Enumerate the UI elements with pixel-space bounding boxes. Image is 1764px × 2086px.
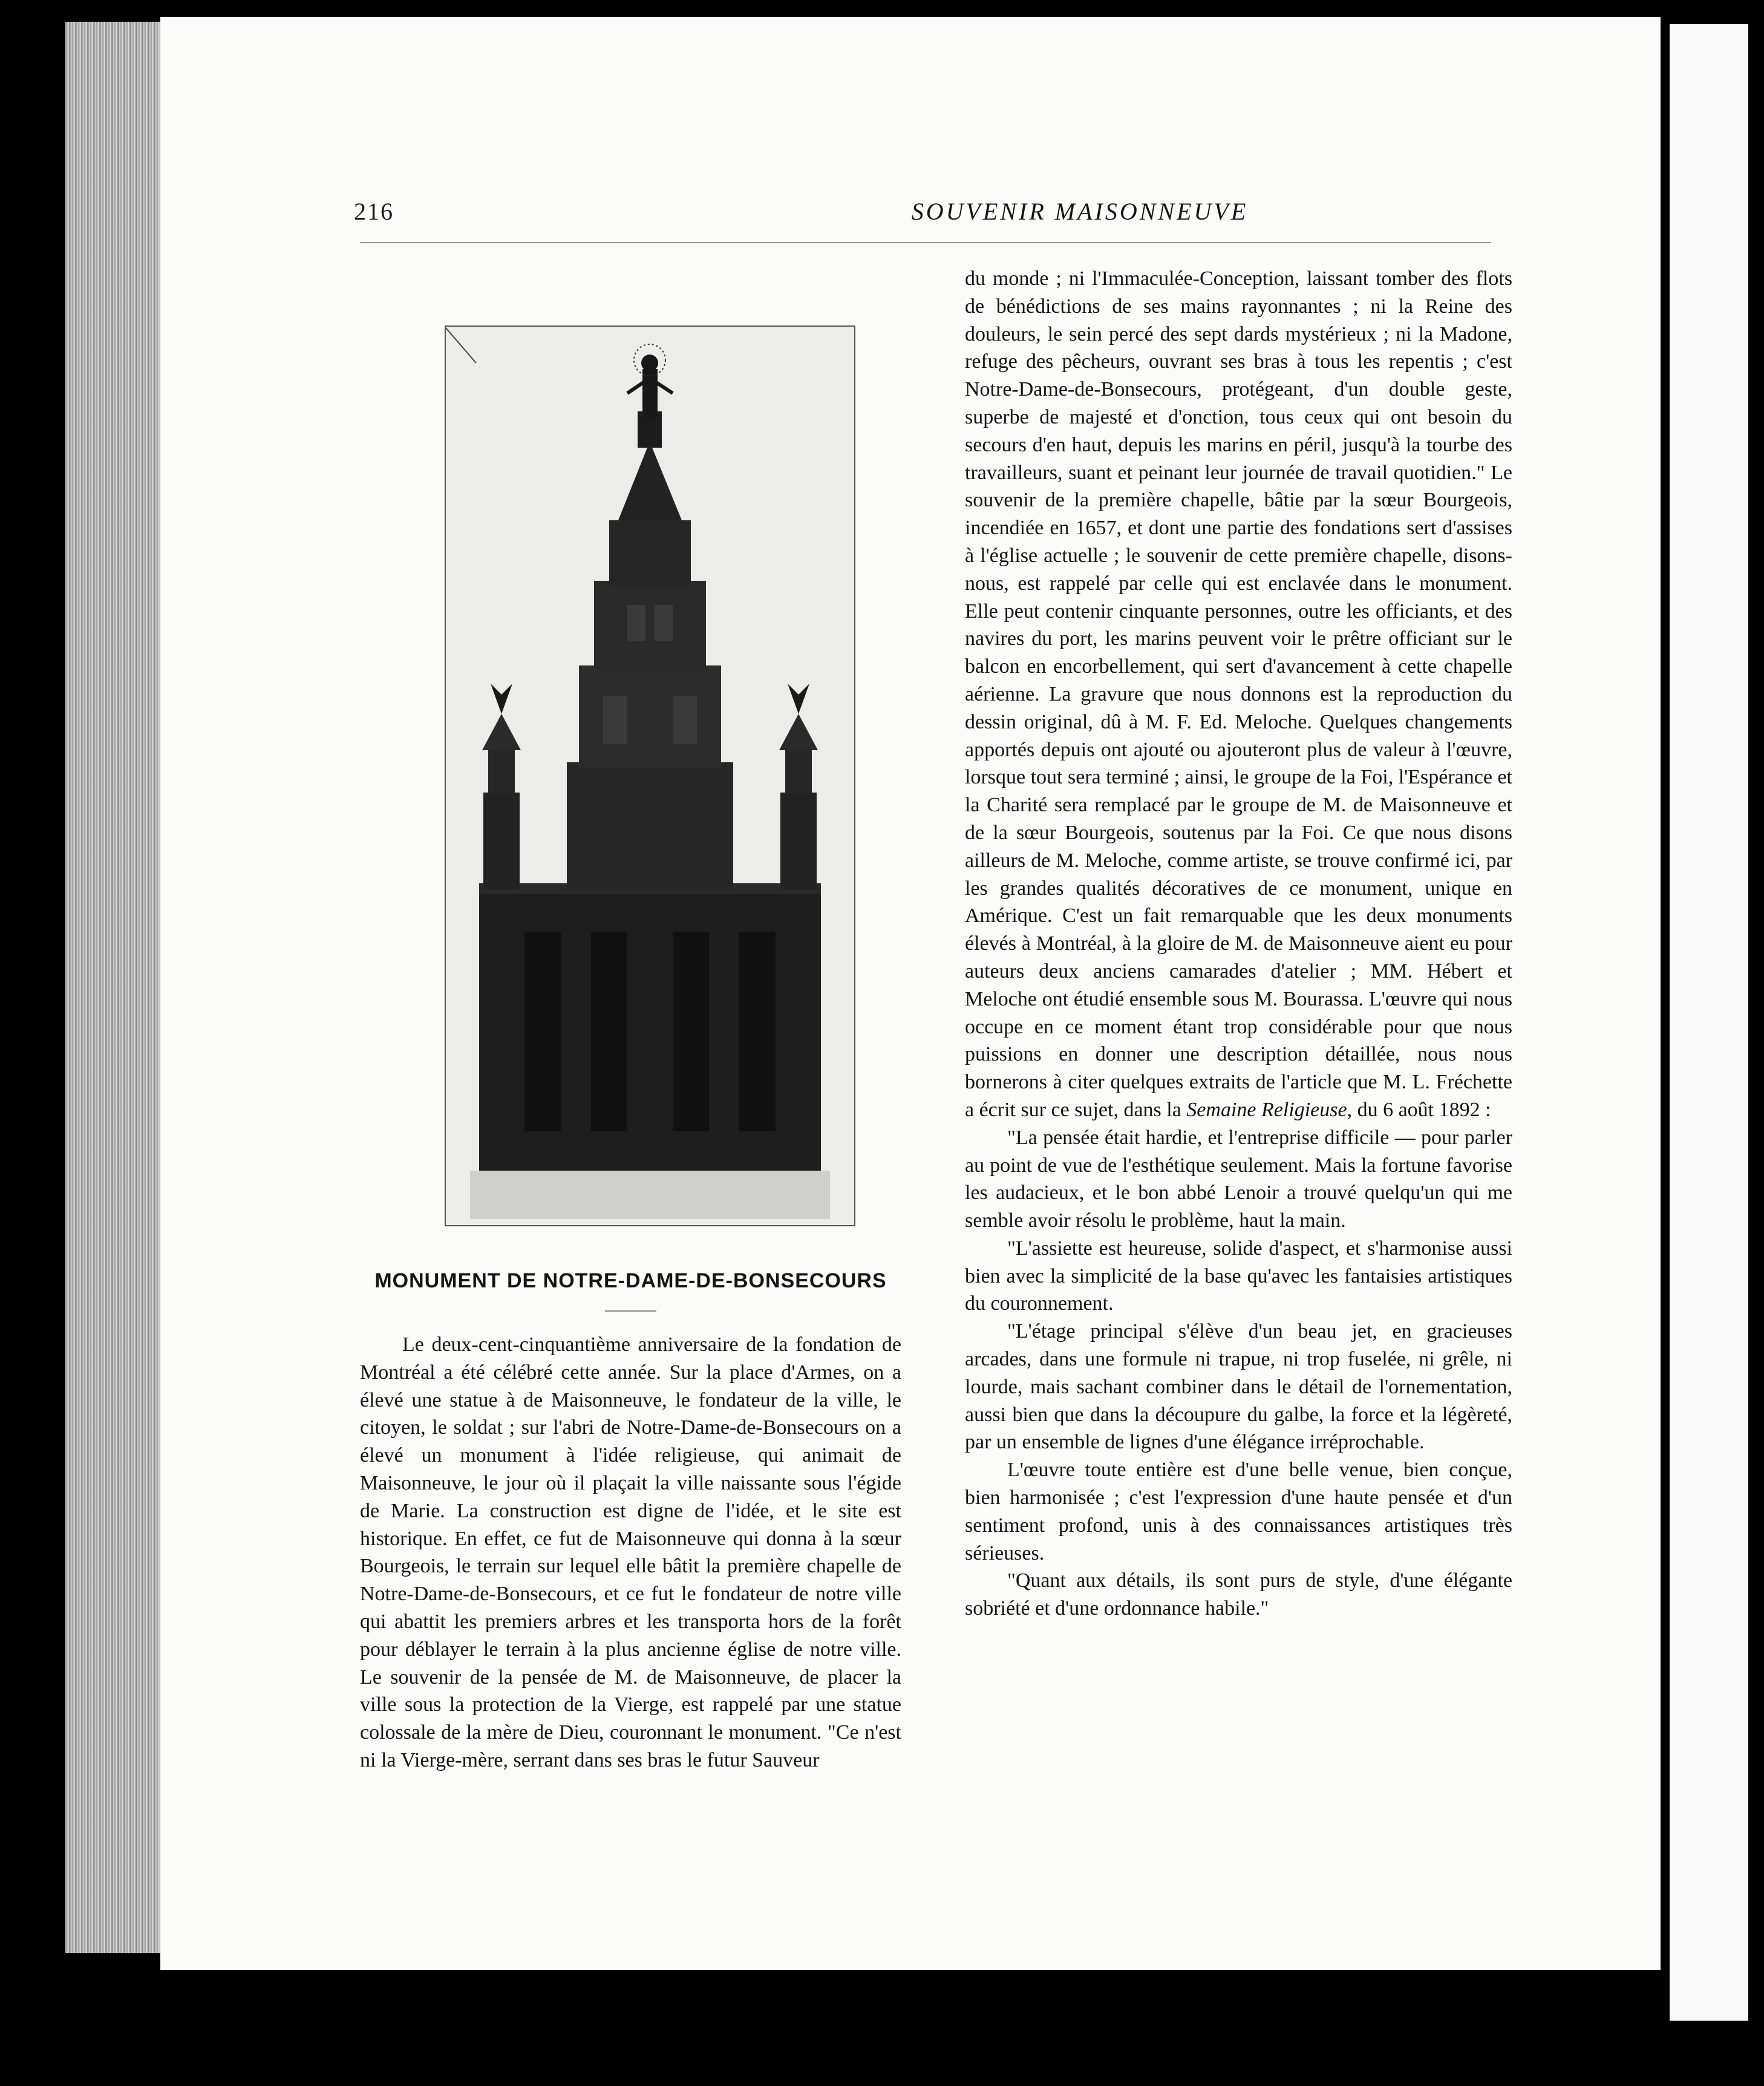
quote-paragraph: "La pensée était hardie, et l'entreprise difficile — pour parler au point de vue de l'esthétique seulement. Mais la fortune favorise les audacieux, et le bon abbé Lenoir a trouvé quelqu'un qui me semble avoir résolu le problème, haut la main. bbox=[965, 1126, 1512, 1232]
right-column bbox=[965, 265, 1512, 1623]
book-page-edges bbox=[65, 22, 172, 1953]
facing-page-edge bbox=[1670, 24, 1748, 2021]
title-rule bbox=[605, 1310, 656, 1312]
lead-tail: , du 6 août 1892 : bbox=[1347, 1098, 1491, 1121]
article-title: MONUMENT DE NOTRE-DAME-DE-BONSECOURS bbox=[374, 1269, 887, 1292]
paragraph: Le deux-cent-cinquantième anniversaire de la fondation de Montréal a été célébré cette année. Sur la place d'Armes, on a élevé une statue à de Maisonneuve, le fondateur de la ville, le citoyen, le soldat ; sur l'abri de Notre-Dame-de-Bonsecours on a élevé un monument à l'idée religieuse, qui animait de Maisonneuve, le jour où il plaçait la ville naissante sous l'égide de Marie. La construction est digne de l'idée, et le site est historique. En effet, ce fut de Maisonneuve qui donna à la sœur Bourgeois, le terrain sur lequel elle bâtit la première chapelle de Notre-Dame-de-Bonsecours, et ce fut le fondateur de notre ville qui abattit les premiers arbres et les transporta hors de la forêt pour déblayer le terrain à la plus ancienne église de notre ville. Le souvenir de la pensée de M. de Maisonneuve, de placer la ville sous la protection de la Vierge, est rappelé par une statue colossale de la mère de Dieu, couronnant le monument. "Ce n'est ni la Vierge-mère, serrant dans ses bras le futur Sauveur bbox=[360, 1333, 901, 1771]
monument-engraving bbox=[446, 327, 854, 1225]
quote-paragraph: "L'étage principal s'élève d'un beau jet, en gracieuses arcades, dans une formule ni trapue, ni trop fuselée, ni grêle, ni lourde, mais sachant combiner dans le détail de l'ornementation, aussi bien que dans la découpure du galbe, la force et la légèreté, par un ensemble de lignes d'une élégance irréprochable. bbox=[965, 1320, 1512, 1454]
quote-paragraph: "L'assiette est heureuse, solide d'aspect, et s'harmonise aussi bien avec la simplicité de la base qu'avec les fantaisies artistiques du couronnement. bbox=[965, 1237, 1512, 1315]
monument-illustration bbox=[445, 325, 855, 1226]
paragraph bbox=[965, 265, 1512, 1124]
publication-title: Semaine Religieuse bbox=[1186, 1098, 1347, 1121]
running-header bbox=[160, 197, 1661, 234]
quote-paragraph: L'œuvre toute entière est d'une belle venue, bien conçue, bien harmonisée ; c'est l'expression d'une haute pensée et d'un sentiment profond, unis à des connaissances artistiques très sérieuses. bbox=[965, 1459, 1512, 1565]
left-column bbox=[360, 1331, 901, 1774]
page-number: 216 bbox=[354, 198, 394, 225]
book-page bbox=[160, 17, 1661, 1970]
running-title: SOUVENIR MAISONNEUVE bbox=[911, 198, 1249, 225]
header-rule bbox=[360, 242, 1491, 243]
lead-text: du monde ; ni l'Immaculée-Conception, laissant tomber des flots de bénédictions de ses mains rayonnantes ; ni la Reine des douleurs, le sein percé des sept dards mystérieux ; ni la Madone, refuge des pêcheurs, ouvrant ses bras à tous les repentis ; c'est Notre-Dame-de-Bonsecours, protégeant, d'un double geste, superbe de majesté et d'onction, tous ceux qui ont besoin du secours d'en haut, depuis les marins en péril, jusqu'à la tourbe des travailleurs, suant et peinant leur journée de travail quotidien." Le souvenir de la première chapelle, bâtie par la sœur Bourgeois, incendiée en 1657, et dont une partie des fondations sert d'assises à l'église actuelle ; le souvenir de cette première chapelle, disons-nous, est rappelé par celle qui est enclavée dans le monument. Elle peut contenir cinquante personnes, outre les officiants, et des navires du port, les marins peuvent voir le prêtre officiant sur le balcon en encorbellement, qui sert d'avancement à cette chapelle aérienne. La gravure que nous donnons est la reproduction du dessin original, dû à M. F. Ed. Meloche. Quelques changements apportés depuis ont ajouté ou ajouteront plus de valeur à l'œuvre, lorsque tout sera terminé ; ainsi, le groupe de la Foi, l'Espérance et la Charité sera remplacé par le groupe de M. de Maisonneuve et de la sœur Bourgeois, soutenus par la Foi. Ce que nous disons ailleurs de M. Meloche, comme artiste, se trouve confirmé ici, par les grandes qualités décoratives de ce monument, unique en Amérique. C'est un fait remarquable que les deux monuments élevés à Montréal, à la gloire de M. de Maisonneuve aient eu pour auteurs deux anciens camarades d'atelier ; MM. Hébert et Meloche ont étudié ensemble sous M. Bourassa. L'œuvre qui nous occupe en ce moment étant trop considérable pour que nous puissions en donner une description détaillée, nous nous bornerons à citer quelques extraits de l'article que M. L. Fréchette a écrit sur ce sujet, dans la bbox=[965, 267, 1512, 1121]
quote-paragraph: "Quant aux détails, ils sont purs de style, d'une élégante sobriété et d'une ordonnance habile." bbox=[965, 1569, 1512, 1620]
